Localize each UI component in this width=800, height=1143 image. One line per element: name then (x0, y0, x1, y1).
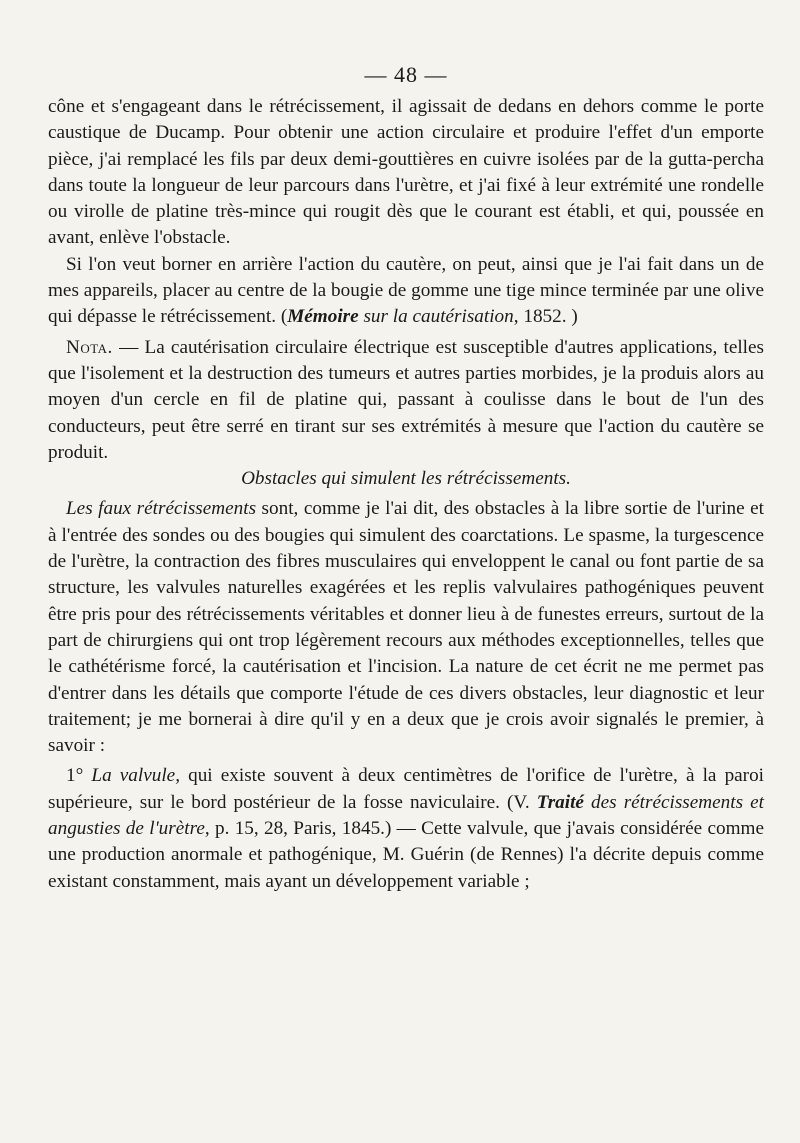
paragraph-4-text: sont, comme je l'ai dit, des obstacles à la libre sortie de l'urine et à l'entrée des sondes ou des bougies qui simulent des coarctations. Le spasme, la turgescence de l'urètre, la contraction des fibres musculaires qui enveloppent le canal ou font partie de sa structure, les valvules naturelles exagérées et les replis valvulaires pathogéniques peuvent être pris pour des rétrécissements véritables et donner lieu à de funestes erreurs, surtout de la part de chirurgiens qui ont trop légèrement recours aux méthodes exceptionnelles, telles que le cathétérisme forcé, la cautérisation et l'incision. La nature de cet écrit ne me permet pas d'entrer dans les détails que comporte l'étude de ces divers obstacles, leur diagnostic et leur traitement; je me bornerai à dire qu'il y en a deux que je crois avoir signalés le premier, à savoir : (48, 498, 764, 757)
body-text (48, 94, 764, 895)
traite-ref-bold: Traité (536, 791, 584, 813)
traite-ref-title: des rétrécissements et angusties de l'urètre (48, 791, 764, 840)
paragraph-2 (48, 252, 764, 331)
valvule-term: La valvule, (83, 765, 180, 787)
nota-text: — La cautérisation circulaire électrique est susceptible d'autres applications, telles que l'isolement et la destruction des tumeurs et autres parties morbides, je la produis alors au moyen d'un cercle en fil de platine qui, passant à coulisse dans le bout de l'un des conducteurs, peut être serré en tirant sur ses extrémités à mesure que l'action du cautère se produit. (48, 336, 764, 463)
paragraph-5 (48, 763, 764, 894)
paragraph-5-text-2: , p. 15, 28, Paris, 1845.) — Cette valvule, que j'avais considérée comme une production anormale et pathogénique, M. Guérin (de Rennes) l'a décrite depuis comme existant constamment, mais ayant un développement variable ; (48, 818, 764, 892)
reference-year: , 1852. ) (513, 306, 578, 328)
paragraph-5-text-1: qui existe souvent à deux centimètres de l'orifice de l'urètre, à la paroi supérieure, sur le bord postérieur de la fosse naviculaire. (V. (48, 765, 764, 813)
section-heading: Obstacles qui simulent les rétrécissements. (241, 468, 571, 490)
page-number: — 48 — (364, 62, 448, 87)
faux-retrecissements-term: Les faux rétrécissements (66, 498, 257, 520)
paragraph-1: cône et s'engageant dans le rétrécissement, il agissait de dedans en dehors comme le porte caustique de Ducamp. Pour obtenir une action circulaire et produire l'effet d'un emporte pièce, j'ai remplacé les fils par deux demi-gouttières en cuivre isolées par de la gutta-percha dans toute la longueur de leur parcours dans l'urètre, et j'ai fixé à leur extrémité une rondelle ou virolle de platine très-mince qui rougit dès que le courant est établi, et qui, poussée en avant, enlève l'obstacle. (48, 96, 764, 249)
list-number: 1° (66, 765, 84, 787)
paragraph-4 (48, 496, 764, 759)
reference-title-rest: sur la cautérisation (358, 306, 514, 328)
reference-title-bold: Mémoire (287, 306, 359, 328)
paragraph-nota (48, 335, 764, 466)
nota-label: Nota. (66, 336, 113, 358)
paragraph-2-text: Si l'on veut borner en arrière l'action du cautère, on peut, ainsi que je l'ai fait dans un de mes appareils, placer au centre de la bougie de gomme une tige mince terminée par une olive qui dépasse le rétrécissement. ( (48, 253, 764, 328)
